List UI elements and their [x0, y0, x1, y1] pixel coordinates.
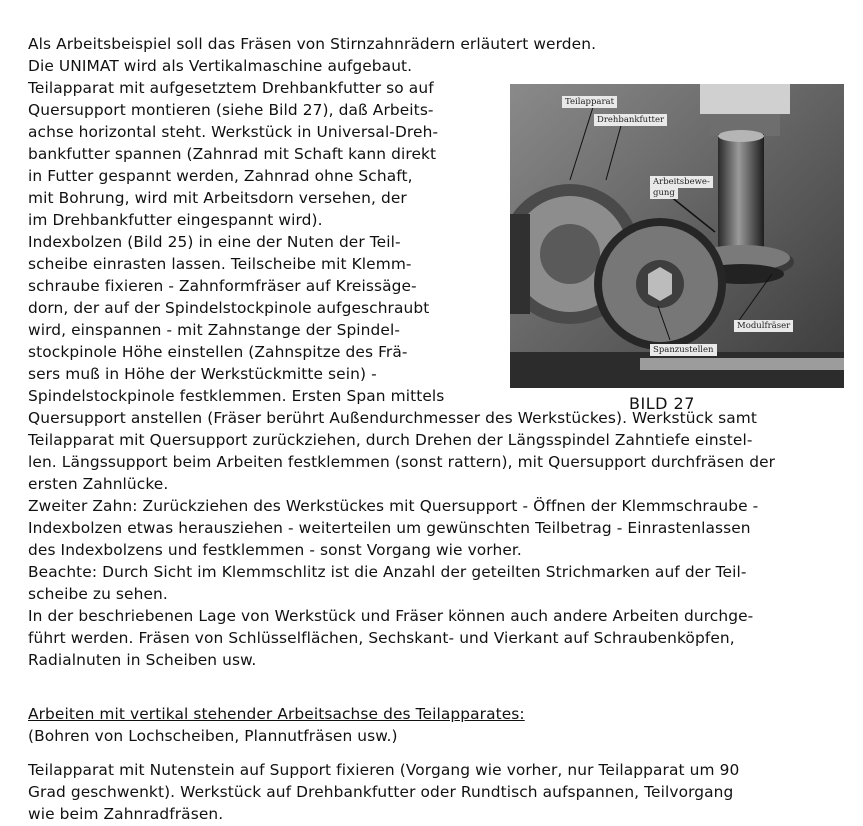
- text-line: Zweiter Zahn: Zurückziehen des Werkstückes mit Quersupport - Öffnen der Klemmschraube -: [28, 497, 759, 515]
- text-line: Die UNIMAT wird als Vertikalmaschine aufgebaut.: [28, 57, 413, 75]
- text-line: sers muß in Höhe der Werkstückmitte sein) -: [28, 365, 377, 383]
- text-line: in Futter gespannt werden, Zahnrad ohne Schaft,: [28, 167, 413, 185]
- text-line: wie beim Zahnradfräsen.: [28, 805, 224, 823]
- section-subheading: (Bohren von Lochscheiben, Plannutfräsen usw.): [28, 727, 398, 745]
- text-line: scheibe zu sehen.: [28, 585, 168, 603]
- figure-caption: BILD 27: [629, 394, 695, 413]
- figure-photo: [510, 84, 844, 388]
- machine-illustration: [510, 84, 844, 388]
- text-line: Indexbolzen etwas herausziehen - weiterteilen um gewünschten Teilbetrag - Einrastenlassen: [28, 519, 751, 537]
- text-line: scheibe einrasten lassen. Teilscheibe mit Klemm-: [28, 255, 412, 273]
- text-line: Radialnuten in Scheiben usw.: [28, 651, 257, 669]
- text-line: Teilapparat mit Nutenstein auf Support fixieren (Vorgang wie vorher, nur Teilapparat um 90: [28, 761, 740, 779]
- text-line: stockpinole Höhe einstellen (Zahnspitze des Frä-: [28, 343, 408, 361]
- label-modulfraeser: Modulfräser: [734, 320, 793, 332]
- text-line: mit Bohrung, wird mit Arbeitsdorn versehen, der: [28, 189, 407, 207]
- text-line: Quersupport montieren (siehe Bild 27), daß Arbeits-: [28, 101, 434, 119]
- text-line: Teilapparat mit Quersupport zurückziehen, durch Drehen der Längsspindel Zahntiefe einstel-: [28, 431, 753, 449]
- text-line: len. Längssupport beim Arbeiten festklemmen (sonst rattern), mit Quersupport durchfräsen der: [28, 453, 776, 471]
- text-line: Spindelstockpinole festklemmen. Ersten Span mittels: [28, 387, 445, 405]
- label-drehbankfutter: Drehbankfutter: [594, 114, 667, 126]
- label-arbeitsbewegung-1: Arbeitsbewe-: [650, 176, 713, 188]
- text-line: In der beschriebenen Lage von Werkstück und Fräser können auch andere Arbeiten durchge-: [28, 607, 754, 625]
- text-line: Als Arbeitsbeispiel soll das Fräsen von Stirnzahnrädern erläutert werden.: [28, 35, 597, 53]
- label-arbeitsbewegung-2: gung: [650, 187, 678, 199]
- text-line: Grad geschwenkt). Werkstück auf Drehbankfutter oder Rundtisch aufspannen, Teilvorgang: [28, 783, 734, 801]
- label-teilapparat: Teilapparat: [562, 96, 617, 108]
- text-line: dorn, der auf der Spindelstockpinole aufgeschraubt: [28, 299, 430, 317]
- text-line: wird, einspannen - mit Zahnstange der Spindel-: [28, 321, 401, 339]
- text-line: im Drehbankfutter eingespannt wird).: [28, 211, 323, 229]
- label-spanzustellen: Spanzustellen: [650, 344, 717, 356]
- text-line: Beachte: Durch Sicht im Klemmschlitz ist die Anzahl der geteilten Strichmarken auf der Teil-: [28, 563, 747, 581]
- text-line: Teilapparat mit aufgesetztem Drehbankfutter so auf: [28, 79, 434, 97]
- text-line: bankfutter spannen (Zahnrad mit Schaft kann direkt: [28, 145, 437, 163]
- text-line: schraube fixieren - Zahnformfräser auf Kreissäge-: [28, 277, 417, 295]
- section-heading: Arbeiten mit vertikal stehender Arbeitsachse des Teilapparates:: [28, 705, 525, 723]
- text-line: des Indexbolzens und festklemmen - sonst Vorgang wie vorher.: [28, 541, 522, 559]
- text-line: Indexbolzen (Bild 25) in eine der Nuten der Teil-: [28, 233, 401, 251]
- text-line: ersten Zahnlücke.: [28, 475, 169, 493]
- text-line: Quersupport anstellen (Fräser berührt Außendurchmesser des Werkstückes). Werkstück samt: [28, 409, 758, 427]
- text-line: führt werden. Fräsen von Schlüsselflächen, Sechskant- und Vierkant auf Schraubenköpfen,: [28, 629, 735, 647]
- text-line: achse horizontal steht. Werkstück in Universal-Dreh-: [28, 123, 439, 141]
